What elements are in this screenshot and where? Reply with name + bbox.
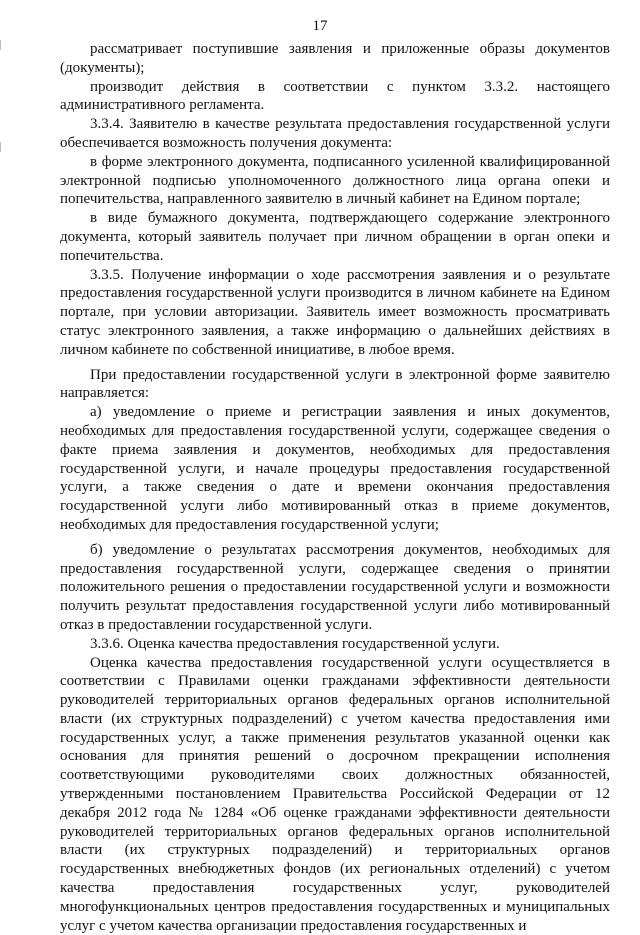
paragraph: б) уведомление о результатах рассмотрения документов, необходимых для предоставления государственной услуги, содержащее сведения о принятии положительного решения о предоставлении государственной услуги и возможности получить результат предоставления государственной услуги либо мотивированный отказ в предоставлении государственной услуги. (60, 541, 610, 635)
page-number: 17 (0, 17, 640, 35)
paragraph: Оценка качества предоставления государственной услуги осуществляется в соответствии с Правилами оценки гражданами эффективности деятельности руководителей территориальных органов федеральных органов исполнительной власти (их структурных подразделений) с учетом качества предоставления ими государственных услуг, а также применения результатов указанной оценки как основания для принятия решений о досрочном прекращении исполнения соответствующими руководителями своих должностных обязанностей, утвержденными постановлением Правительства Российской Федерации от 12 декабря 2012 года № 1284 «Об оценке гражданами эффективности деятельности руководителей территориальных органов федеральных органов исполнительной власти (их структурных подразделений) и территориальных органов государственных внебюджетных фондов (их региональных отделений) с учетом качества предоставления государственных услуг, руководителей многофункциональных центров предоставления государственных и муниципальных услуг с учетом качества организации предоставления государственных и (60, 654, 610, 935)
paragraph: в виде бумажного документа, подтверждающего содержание электронного документа, который заявитель получает при личном обращении в орган опеки и попечительства. (60, 209, 610, 265)
paragraph: При предоставлении государственной услуги в электронной форме заявителю направляется: (60, 366, 610, 404)
paragraph: а) уведомление о приеме и регистрации заявления и иных документов, необходимых для предоставления государственной услуги, содержащее сведения о факте приема заявления и документов, необходимых для предоставления государственной услуги, и начале процедуры предоставления государственной услуги, а также сведения о дате и времени окончания предоставления государственной услуги либо мотивированный отказ в приеме документов, необходимых для предоставления государственной услуги; (60, 403, 610, 535)
paragraph: производит действия в соответствии с пунктом 3.3.2. настоящего административного регламента. (60, 78, 610, 116)
paragraph: в форме электронного документа, подписанного усиленной квалифицированной электронной подписью уполномоченного должностного лица органа опеки и попечительства, направленного заявителю в личный кабинет на Едином портале; (60, 153, 610, 209)
margin-mark (0, 142, 4, 152)
document-body (60, 40, 610, 935)
paragraph: 3.3.6. Оценка качества предоставления государственной услуги. (60, 635, 610, 654)
paragraph: рассматривает поступившие заявления и приложенные образы документов (документы); (60, 40, 610, 78)
paragraph: 3.3.4. Заявителю в качестве результата предоставления государственной услуги обеспечивается возможность получения документа: (60, 115, 610, 153)
margin-mark (0, 40, 4, 50)
paragraph: 3.3.5. Получение информации о ходе рассмотрения заявления и о результате предоставления государственной услуги производится в личном кабинете на Едином портале, при условии авторизации. Заявитель имеет возможность просматривать статус электронного заявления, а также информацию о дальнейших действиях в личном кабинете по собственной инициативе, в любое время. (60, 266, 610, 360)
